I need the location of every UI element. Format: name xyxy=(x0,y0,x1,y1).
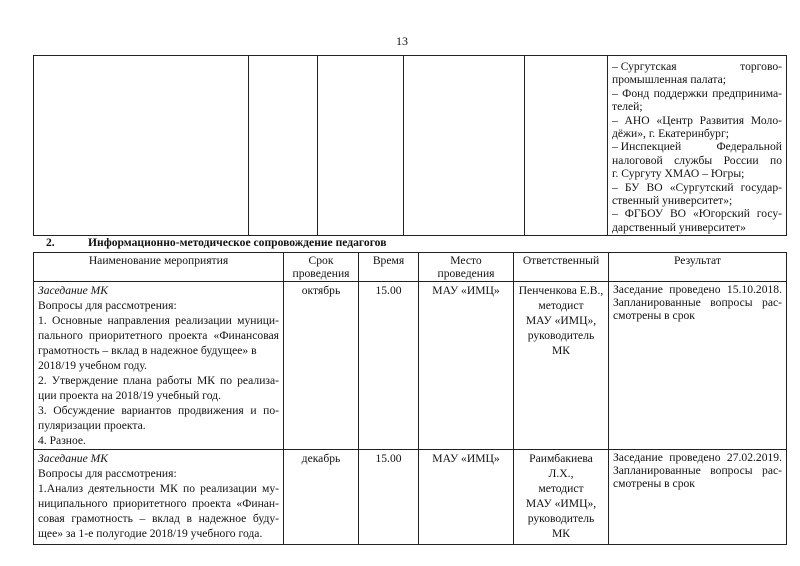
partner-line: – Фонд поддержки предпринима- xyxy=(612,86,782,100)
partner-line: – ФГБОУ ВО «Югорский госу- xyxy=(612,207,782,221)
partners-list xyxy=(608,56,787,236)
result-cell xyxy=(609,282,787,450)
partner-line: г. Сургуту ХМАО – Югры; xyxy=(612,167,745,181)
events-table xyxy=(33,252,787,545)
column-header: Время xyxy=(359,253,419,282)
section-title: Информационно-методическое сопровождение педагогов xyxy=(88,236,387,249)
responsible-line: руководитель xyxy=(527,329,595,342)
event-line: Вопросы для рассмотрения: xyxy=(38,299,177,312)
partner-line: дарственный университет» xyxy=(612,220,746,234)
empty-cell xyxy=(318,56,404,236)
responsible-line: Раимбакиева xyxy=(529,452,593,465)
result-line: Запланированные вопросы рас- xyxy=(613,296,782,309)
term-cell: октябрь xyxy=(284,282,359,450)
column-header: Место проведения xyxy=(419,253,514,282)
column-header: Ответственный xyxy=(514,253,609,282)
event-line: 1. Основные направления реализации муници- xyxy=(38,314,279,327)
responsible-line: МАУ «ИМЦ», xyxy=(525,497,597,510)
top-table-continuation xyxy=(33,55,787,236)
result-line: Запланированные вопросы рас- xyxy=(613,464,782,477)
result-line: Заседание проведено 27.02.2019. xyxy=(613,451,782,464)
empty-cell xyxy=(404,56,525,236)
event-line: 2018/19 учебном году. xyxy=(38,359,147,372)
partner-line: налоговой службы России по xyxy=(612,153,782,167)
event-line: совая грамотность – вклад в надежное буду- xyxy=(38,512,279,525)
partner-line xyxy=(612,140,782,153)
empty-cell xyxy=(249,56,318,236)
event-line: ции проекта на 2018/19 учебный год. xyxy=(38,389,221,402)
responsible-cell xyxy=(514,450,609,545)
responsible-line: руководитель xyxy=(527,512,595,525)
result-line: смотрены в срок xyxy=(613,309,695,322)
table-header-row xyxy=(34,253,787,282)
time-cell: 15.00 xyxy=(359,282,419,450)
section-heading xyxy=(46,236,386,249)
result-line: Заседание проведено 15.10.2018. xyxy=(613,283,782,296)
event-line: пуляризации проекта. xyxy=(38,419,146,432)
column-header: Срок проведения xyxy=(284,253,359,282)
partner-line: промышленная палата; xyxy=(612,73,727,87)
partner-line: дёжи», г. Екатеринбург; xyxy=(612,127,729,141)
term-cell: декабрь xyxy=(284,450,359,545)
partner-word: – Инспекцией xyxy=(612,140,682,154)
page-number: 13 xyxy=(396,34,408,48)
event-cell xyxy=(34,282,284,450)
section-number: 2. xyxy=(46,236,55,249)
responsible-line: методист xyxy=(538,482,584,495)
partner-word: – Сургутская xyxy=(612,60,677,73)
partner-word: торгово- xyxy=(740,60,782,73)
event-line: пального приоритетного проекта «Финансовая xyxy=(38,329,279,342)
responsible-line: Л.Х., xyxy=(548,467,574,480)
event-title: Заседание МК xyxy=(38,452,108,465)
partner-line xyxy=(612,60,782,73)
event-line: 3. Обсуждение вариантов продвижения и по- xyxy=(38,404,279,417)
place-cell: МАУ «ИМЦ» xyxy=(419,282,514,450)
place-cell: МАУ «ИМЦ» xyxy=(419,450,514,545)
time-cell: 15.00 xyxy=(359,450,419,545)
partner-line: ственный университет»; xyxy=(612,194,733,208)
event-title: Заседание МК xyxy=(38,284,108,297)
partner-line: телей; xyxy=(612,100,643,114)
responsible-line: Пенченкова Е.В., xyxy=(518,284,604,297)
partner-line: – АНО «Центр Развития Моло- xyxy=(612,113,782,127)
column-header: Результат xyxy=(609,253,787,282)
event-line: грамотность – вклад в надежное будущее» в xyxy=(38,344,257,357)
event-line: 1.Анализ деятельности МК по реализации му- xyxy=(38,482,279,495)
event-line: ниципального приоритетного проекта «Финан- xyxy=(38,497,279,510)
result-cell xyxy=(609,450,787,545)
empty-cell xyxy=(34,56,249,236)
responsible-line: МК xyxy=(551,344,571,357)
event-line: 4. Разное. xyxy=(38,434,86,447)
table-row xyxy=(34,282,787,450)
event-cell xyxy=(34,450,284,545)
responsible-line: МАУ «ИМЦ», xyxy=(525,314,597,327)
responsible-line: методист xyxy=(538,299,584,312)
partner-word: Федеральной xyxy=(716,140,782,154)
partner-line: – БУ ВО «Сургутский государ- xyxy=(612,180,782,194)
result-line: смотрены в срок xyxy=(613,477,695,490)
column-header: Наименование мероприятия xyxy=(34,253,284,282)
table-row xyxy=(34,450,787,545)
responsible-line: МК xyxy=(551,527,571,540)
event-line: щее» за 1-е полугодие 2018/19 учебного года. xyxy=(38,527,263,540)
event-line: 2. Утверждение плана работы МК по реализа- xyxy=(38,374,279,387)
empty-cell xyxy=(525,56,608,236)
responsible-cell xyxy=(514,282,609,450)
event-line: Вопросы для рассмотрения: xyxy=(38,467,177,480)
